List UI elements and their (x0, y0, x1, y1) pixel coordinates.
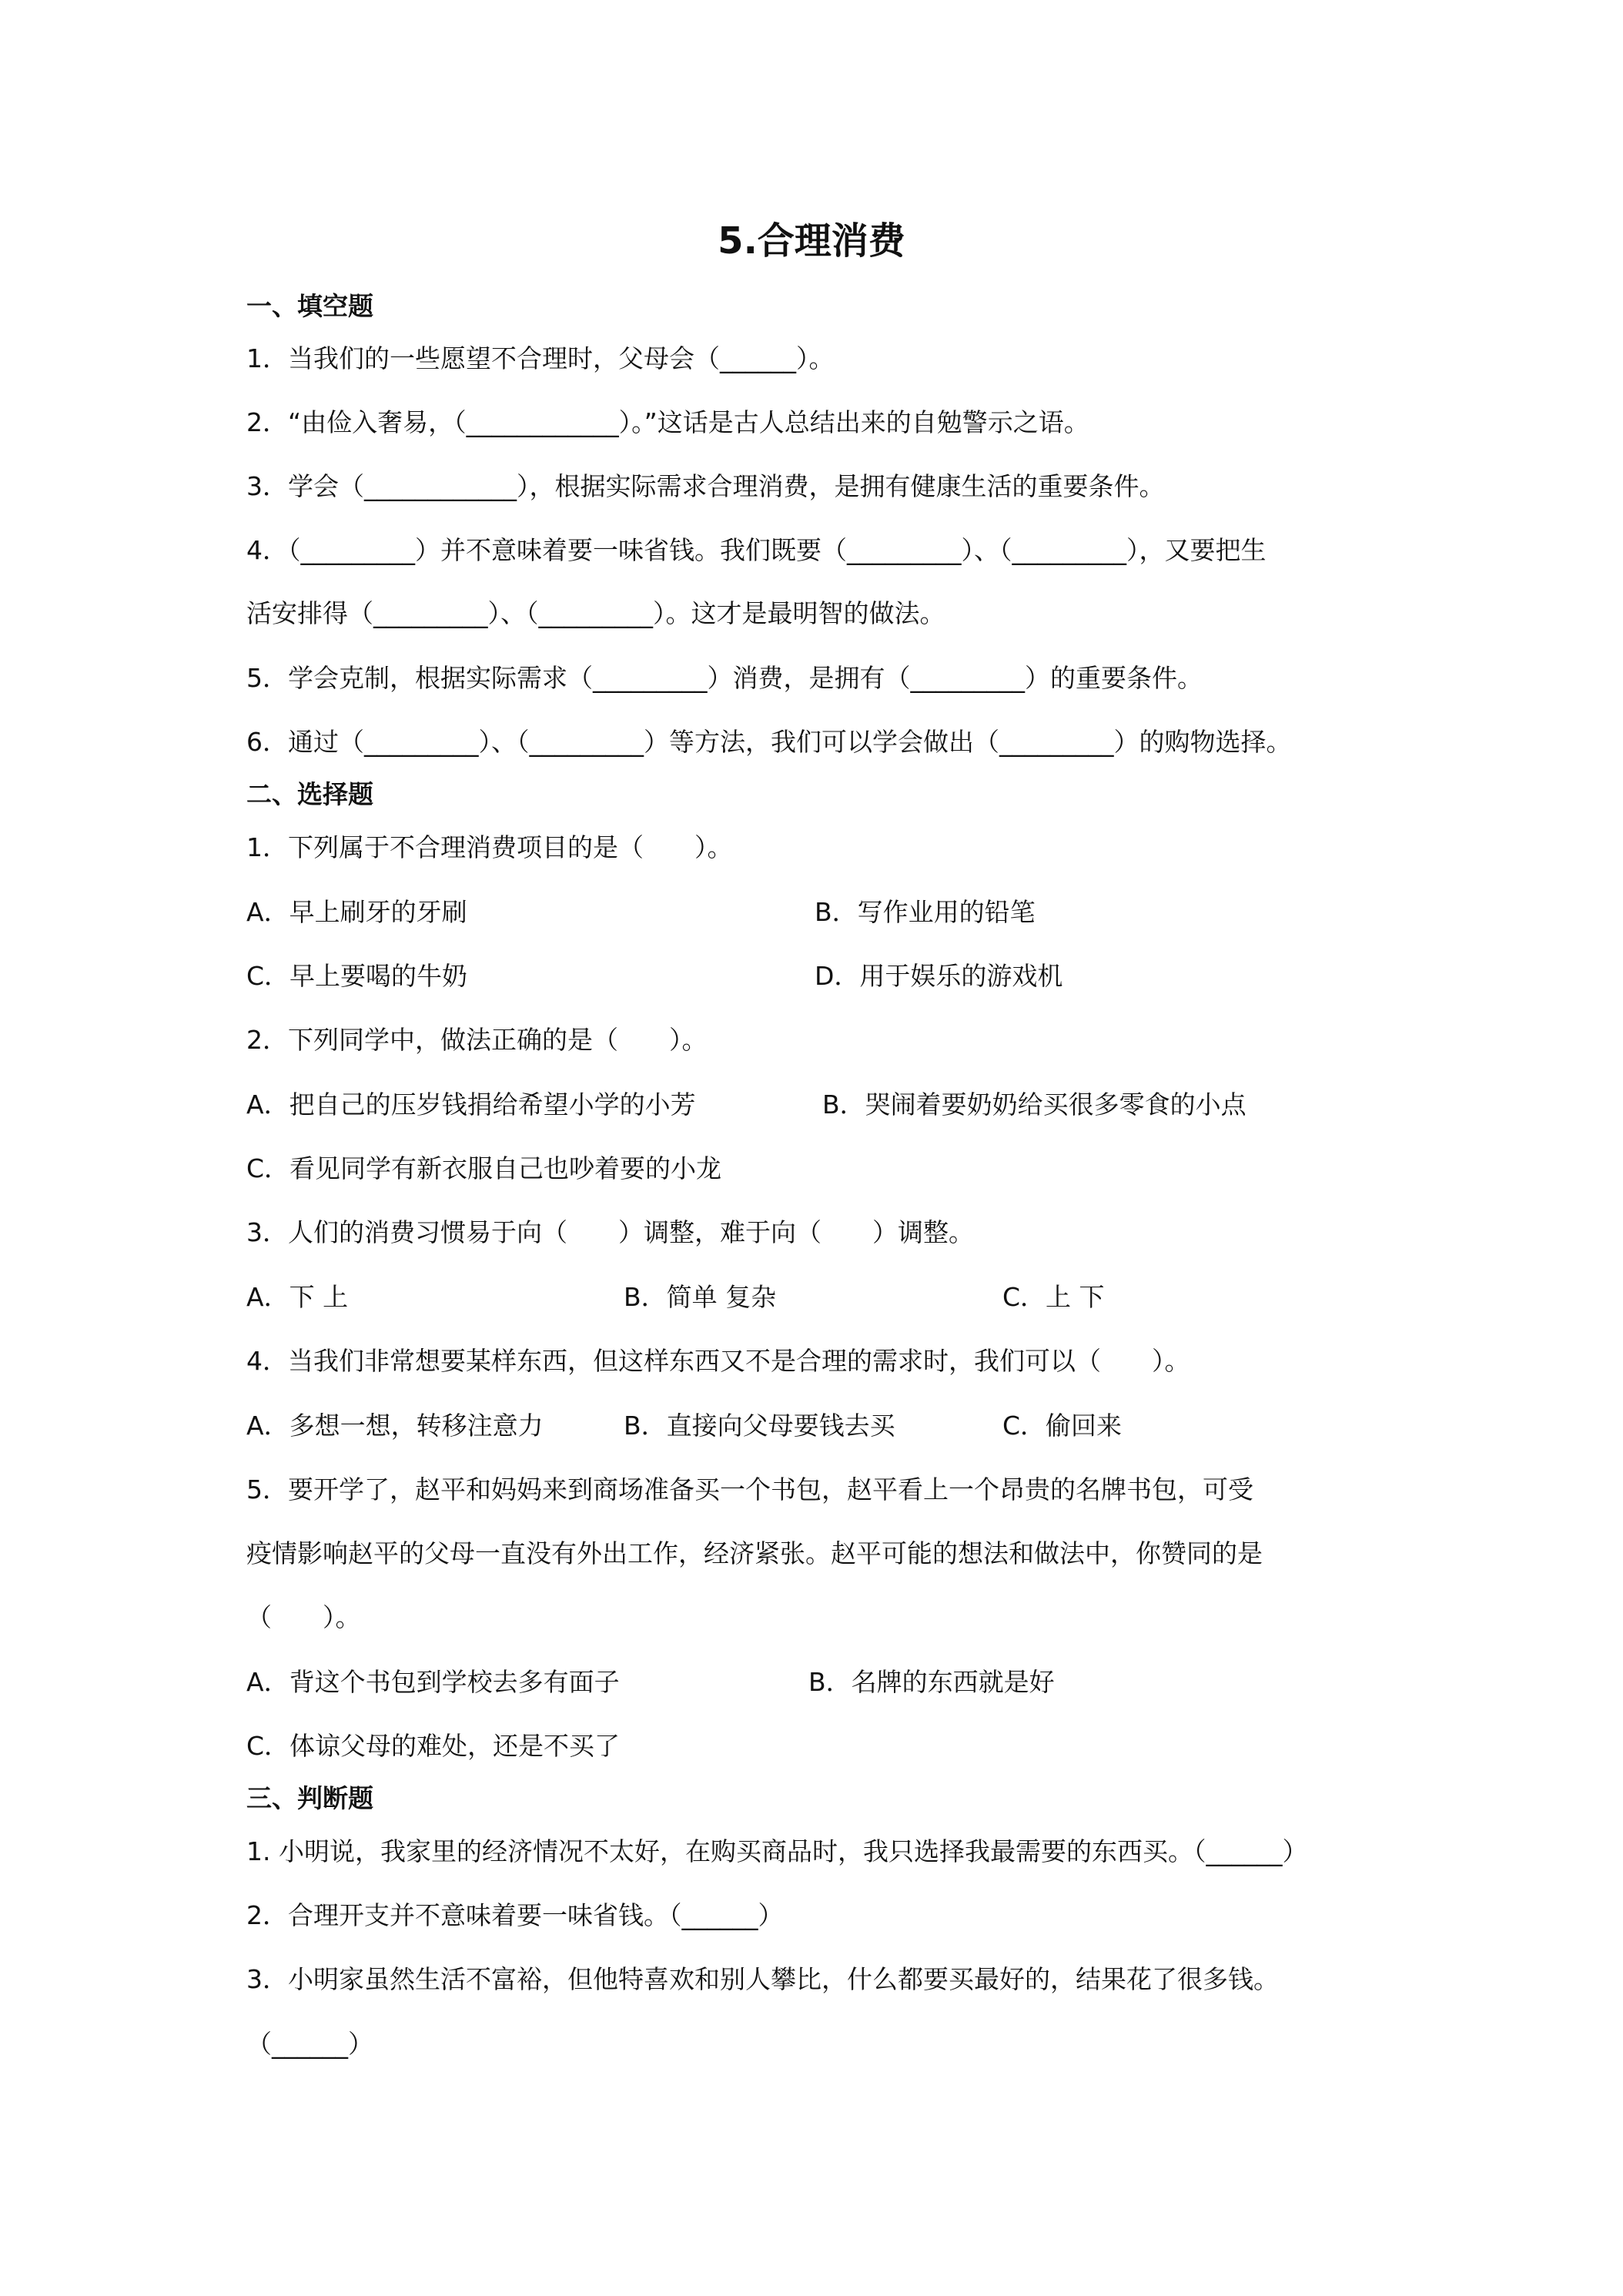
section-heading-fill: 一、填空题 (246, 291, 373, 321)
choice-question-1: 1．下列属于不合理消费项目的是（ ）。 (246, 832, 733, 862)
choice-question-2: 2．下列同学中，做法正确的是（ ）。 (246, 1025, 708, 1055)
choice-4-option-a: A．多想一想，转移注意力 (246, 1411, 544, 1441)
choice-1-option-a: A．早上刷牙的牙刷 (246, 897, 467, 927)
choice-question-3: 3．人们的消费习惯易于向（ ）调整，难于向（ ）调整。 (246, 1217, 974, 1247)
choice-3-option-a: A．下 上 (246, 1282, 349, 1312)
choice-1-option-d: D．用于娱乐的游戏机 (815, 961, 1063, 991)
fill-question-3: 3．学会（____________），根据实际需求合理消费，是拥有健康生活的重要条件。 (246, 471, 1165, 501)
judge-question-2: 2．合理开支并不意味着要一味省钱。（______） (246, 1900, 784, 1930)
page-title: 5.合理消费 (718, 219, 905, 263)
choice-2-option-b: B．哭闹着要奶奶给买很多零食的小点 (822, 1089, 1247, 1120)
fill-question-2: 2．“由俭入奢易，（____________）。”这话是古人总结出来的自勉警示之语。 (246, 407, 1089, 437)
choice-question-5: 5．要开学了，赵平和妈妈来到商场准备买一个书包，赵平看上一个昂贵的名牌书包，可受 (246, 1474, 1253, 1504)
choice-question-4: 4．当我们非常想要某样东西，但这样东西又不是合理的需求时，我们可以（ ）。 (246, 1346, 1190, 1376)
choice-5-option-a: A．背这个书包到学校去多有面子 (246, 1667, 620, 1697)
fill-question-6: 6．通过（_________）、（_________）等方法，我们可以学会做出（_________）的购物选择。 (246, 727, 1292, 757)
choice-2-option-a: A．把自己的压岁钱捐给希望小学的小芳 (246, 1089, 696, 1120)
section-heading-judge: 三、判断题 (246, 1783, 373, 1813)
choice-1-option-c: C．早上要喝的牛奶 (246, 961, 468, 991)
choice-3-option-c: C．上 下 (1002, 1282, 1105, 1312)
choice-question-5-cont: 疫情影响赵平的父母一直没有外出工作，经济紧张。赵平可能的想法和做法中，你赞同的是 (246, 1538, 1263, 1568)
fill-question-4-cont: 活安排得（_________）、（_________）。这才是最明智的做法。 (246, 598, 945, 628)
choice-1-option-b: B．写作业用的铅笔 (815, 897, 1036, 927)
judge-question-3: 3．小明家虽然生活不富裕，但他特喜欢和别人攀比，什么都要买最好的，结果花了很多钱。 (246, 1964, 1279, 1994)
judge-question-3-blank: （______） (246, 2029, 373, 2059)
section-heading-choice: 二、选择题 (246, 779, 373, 809)
fill-question-5: 5．学会克制，根据实际需求（_________）消费，是拥有（_________）的重要条件。 (246, 663, 1203, 693)
choice-2-option-c: C．看见同学有新衣服自己也吵着要的小龙 (246, 1153, 722, 1183)
judge-question-1: 1. 小明说，我家里的经济情况不太好，在购买商品时，我只选择我最需要的东西买。（______） (246, 1836, 1308, 1866)
choice-4-option-c: C．偷回来 (1002, 1411, 1123, 1441)
choice-question-5-blank: （ ）。 (246, 1602, 361, 1632)
fill-question-4: 4．（_________）并不意味着要一味省钱。我们既要（_________）、（_________），又要把生 (246, 535, 1267, 565)
choice-3-option-b: B．简单 复杂 (624, 1282, 777, 1312)
fill-question-1: 1．当我们的一些愿望不合理时，父母会（______）。 (246, 343, 835, 373)
choice-5-option-b: B．名牌的东西就是好 (808, 1667, 1055, 1697)
choice-5-option-c: C．体谅父母的难处，还是不买了 (246, 1731, 621, 1761)
choice-4-option-b: B．直接向父母要钱去买 (624, 1411, 895, 1441)
